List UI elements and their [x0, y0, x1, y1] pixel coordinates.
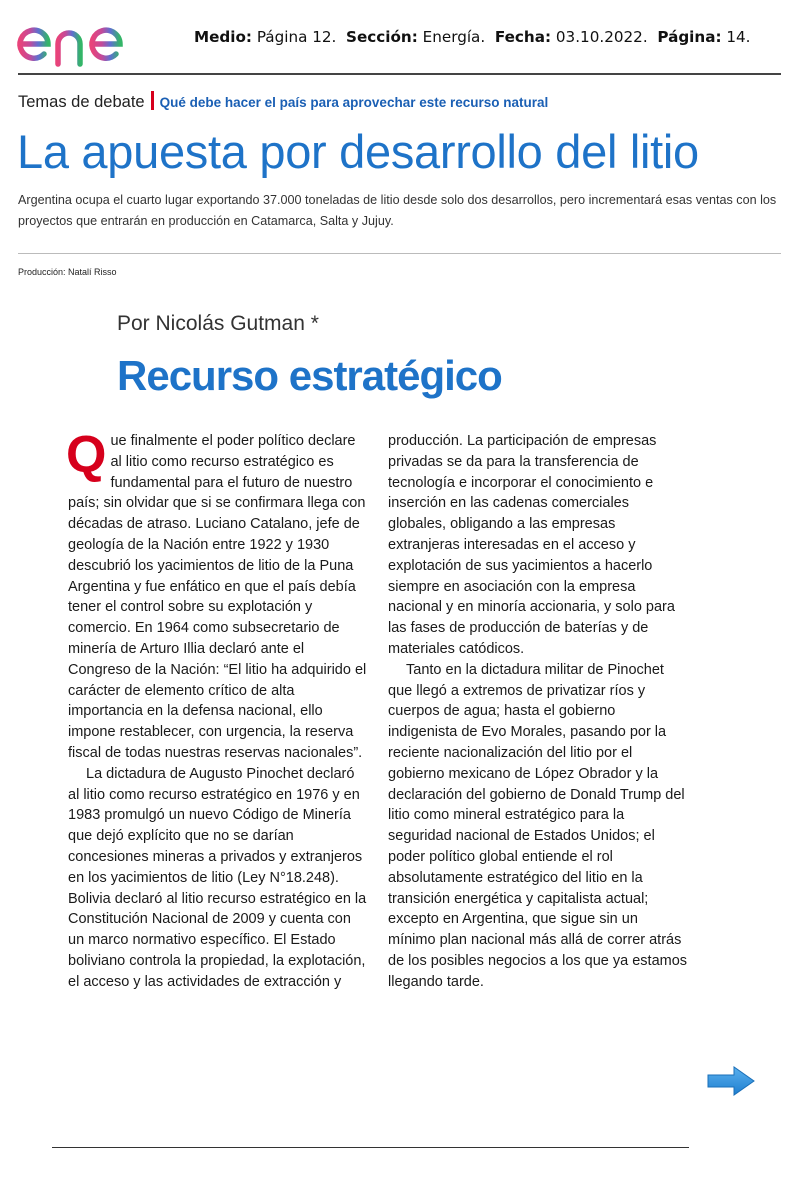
headline: La apuesta por desarrollo del litio: [17, 125, 699, 178]
fecha-label: Fecha:: [494, 28, 552, 46]
article-column-left: [66, 426, 368, 993]
production-credit: Producción: Natalí Risso: [18, 267, 117, 277]
deck-summary: Argentina ocupa el cuarto lugar exportando 37.000 toneladas de litio desde solo dos desarrollos, pero incrementará esas ventas con los proyectos que entrarán en producción en Catamarca, Salta y Jujuy.: [18, 193, 777, 228]
paragraph-2: La dictadura de Augusto Pinochet declaró al litio como recurso estratégico en 1976 y en 1983 promulgó un nuevo Código de Minería que dejó explícito que no se darían concesiones mineras a privados y extranjeros en los yacimientos de litio (Ley N°18.248). Bolivia declaró al litio recurso estratégico en la Constitución Nacional de 2009 y cuenta con un marco normativo específico. El Estado boliviano controla la propiedad, la explotación, el acceso y las actividades de extracción y: [68, 765, 367, 990]
drop-cap: Q: [66, 426, 107, 484]
paragraph-1-text: ue finalmente el poder político declare al litio como recurso estratégico es fundamental para el futuro de nuestro país; sin olvidar que si se confirmara llega con décadas de atraso. Luciano Catalano, jefe de geología de la Nación entre 1922 y 1930 descubrió los yacimientos de litio de la Puna Argentina y fue enfático en que el país debía tener el control sobre su explotación y comercio. En 1964 como subsecretario de minería de Arturo Illia declaró ante el Congreso de la Nación: “El litio ha adquirido el carácter de elemento crítico de alta importancia en la defensa nacional, ello impone restablecer, con urgencia, la reserva fiscal de todas nuestras reservas nacionales”.: [68, 433, 367, 761]
medio-label: Medio:: [194, 28, 252, 46]
topic-label: Temas de debate: [18, 93, 145, 111]
article-column-right: [388, 431, 688, 993]
footer-divider: [52, 1147, 689, 1148]
section-divider: [18, 253, 781, 254]
header-divider: [18, 73, 781, 75]
seccion-value: Energía.: [422, 28, 486, 46]
paragraph-3: producción. La participación de empresas privadas se da para la transferencia de tecnología e incorporar el conocimiento e inserción en las cadenas comerciales globales, obligando a las empresas extranjeras interesadas en el acceso y explotación de sus yacimientos a hacerlo siempre en asociación con la empresa nacional y en minoría accionaria, y solo para las fases de producción de baterías y de materiales catódicos.: [388, 433, 675, 657]
medio-value: Página 12.: [256, 28, 337, 46]
article-title: Recurso estratégico: [117, 352, 502, 399]
paragraph-4: Tanto en la dictadura militar de Pinochet que llegó a extremos de privatizar ríos y cuerpos de agua; hasta el gobierno indigenista de Evo Morales, pasando por la reciente nacionalización del litio por el gobierno mexicano de López Obrador y la declaración del gobierno de Donald Trump del litio como mineral estratégico para la seguridad nacional de Estados Unidos; el poder político global entiende el rol absolutamente estratégico del litio en la transición energética y capitalista actual; excepto en Argentina, que sigue sin un mínimo plan nacional más allá de correr atrás de los posibles negocios a los que ya estamos llegando tarde.: [388, 661, 688, 990]
fecha-value: 03.10.2022.: [555, 28, 648, 46]
arrow-right-icon[interactable]: [706, 1064, 756, 1098]
topic-separator: [151, 91, 154, 110]
enel-logo: [14, 8, 174, 70]
topic-subtitle: Qué debe hacer el país para aprovechar este recurso natural: [159, 95, 549, 110]
seccion-label: Sección:: [346, 28, 418, 46]
publication-meta: [194, 28, 794, 46]
pagina-label: Página:: [657, 28, 722, 46]
byline: Por Nicolás Gutman *: [117, 312, 319, 335]
paragraph-1: [66, 426, 368, 764]
pagina-value: 14.: [726, 28, 751, 46]
topic-header: [18, 91, 548, 112]
